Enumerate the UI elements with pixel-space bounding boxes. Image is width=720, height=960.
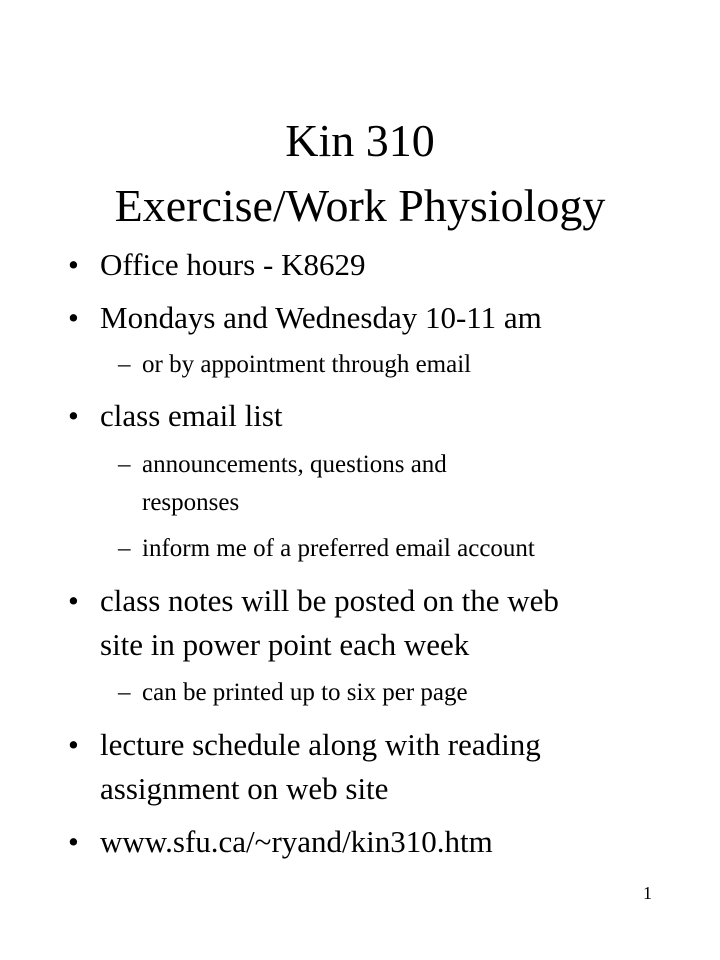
slide-title-line-1: Kin 310	[285, 115, 435, 166]
page-number: 1	[643, 883, 652, 903]
sub-bullet-marker: –	[118, 451, 131, 478]
bullet-class-notes-line-2: site in power point each week	[100, 627, 470, 662]
sub-bullet-announcements-line-2: responses	[142, 489, 240, 516]
sub-bullet-printed: can be printed up to six per page	[142, 679, 468, 706]
bullet-lecture-line-1: lecture schedule along with reading	[100, 727, 541, 762]
bullet-lecture-line-2: assignment on web site	[100, 771, 389, 806]
bullet-marker: •	[68, 398, 79, 433]
bullet-mondays: Mondays and Wednesday 10-11 am	[100, 300, 542, 335]
bullet-url: www.sfu.ca/~ryand/kin310.htm	[100, 824, 493, 859]
sub-bullet-marker: –	[118, 351, 131, 378]
bullet-marker: •	[68, 727, 79, 762]
bullet-marker: •	[68, 824, 79, 859]
slide-title-line-2: Exercise/Work Physiology	[114, 180, 606, 231]
sub-bullet-inform: inform me of a preferred email account	[142, 535, 535, 562]
bullet-marker: •	[68, 583, 79, 618]
sub-bullet-marker: –	[118, 535, 131, 562]
bullet-office-hours: Office hours - K8629	[100, 247, 366, 282]
bullet-class-email-list: class email list	[100, 398, 283, 433]
bullet-class-notes-line-1: class notes will be posted on the web	[100, 583, 559, 618]
sub-bullet-marker: –	[118, 679, 131, 706]
bullet-marker: •	[68, 247, 79, 282]
sub-bullet-appointment: or by appointment through email	[142, 351, 472, 378]
sub-bullet-announcements-line-1: announcements, questions and	[142, 451, 447, 478]
bullet-marker: •	[68, 300, 79, 335]
